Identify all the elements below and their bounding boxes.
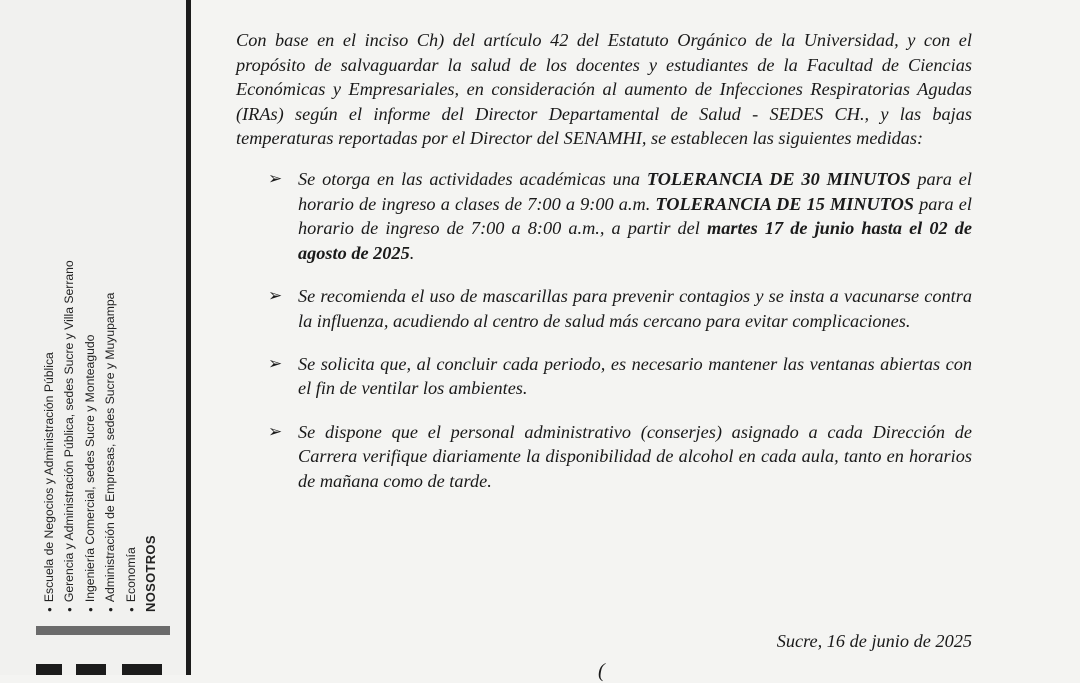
measure-text: Se otorga en las actividades académicas una bbox=[298, 168, 647, 189]
measure-text: Se recomienda el uso de mascarillas para prevenir contagios y se insta a vacunarse contra la influenza, acudiendo al centro de salud más cercano para evitar complicaciones. bbox=[298, 285, 972, 331]
sidebar-list bbox=[40, 172, 160, 612]
measure-item bbox=[236, 167, 972, 265]
document-body bbox=[236, 28, 972, 512]
sidebar-divider-bar bbox=[36, 626, 170, 635]
sidebar-item: ● Escuela de Negocios y Administración Pública bbox=[40, 172, 60, 612]
arrow-bullet-icon: ➢ bbox=[268, 285, 283, 306]
measures-list bbox=[236, 167, 972, 493]
logo-fragment bbox=[36, 664, 176, 675]
sidebar-item: ● Ingeniería Comercial, sedes Sucre y Monteagudo bbox=[81, 172, 101, 612]
sidebar-item: ● Economía bbox=[122, 172, 142, 612]
document-date: Sucre, 16 de junio de 2025 bbox=[776, 631, 972, 651]
sidebar-item: ● Administración de Empresas, sedes Sucre y Muyupampa bbox=[101, 172, 121, 612]
arrow-bullet-icon: ➢ bbox=[268, 168, 283, 189]
measure-bold: TOLERANCIA DE 30 MINUTOS bbox=[646, 168, 911, 189]
arrow-bullet-icon: ➢ bbox=[268, 353, 283, 374]
sidebar bbox=[0, 0, 188, 675]
arrow-bullet-icon: ➢ bbox=[268, 421, 283, 442]
sidebar-title: NOSOTROS bbox=[143, 535, 159, 612]
vertical-divider bbox=[186, 0, 191, 675]
sidebar-item: ● Gerencia y Administración Pública, sedes Sucre y Villa Serrano bbox=[60, 172, 80, 612]
measure-item bbox=[236, 284, 972, 333]
measure-text: Se solicita que, al concluir cada periodo, es necesario mantener las ventanas abiertas con el fin de ventilar los ambientes. bbox=[298, 353, 972, 399]
measure-item bbox=[236, 420, 972, 494]
measure-bold: TOLERANCIA DE 15 MINUTOS bbox=[655, 193, 914, 214]
measure-text: Se dispone que el personal administrativo (conserjes) asignado a cada Dirección de Carrera verifique diariamente la disponibilidad de alcohol en cada aula, tanto en horarios de mañana como de tarde. bbox=[298, 421, 972, 491]
signature-mark-icon: ( bbox=[598, 660, 605, 682]
measure-text: para el horario de ingreso de 7:00 a 8:00 a.m., a partir del bbox=[298, 193, 972, 239]
intro-paragraph: Con base en el inciso Ch) del artículo 42 del Estatuto Orgánico de la Universidad, y con el propósito de salvaguardar la salud de los docentes y estudiantes de la Facultad de Ciencias Económicas y Empresariales, en consideración al aumento de Infecciones Respiratorias Agudas (IRAs) según el informe del Director Departamental de Salud - SEDES CH., y las bajas temperaturas reportadas por el Director del SENAMHI, se establecen las siguientes medidas: bbox=[236, 30, 972, 149]
measure-item bbox=[236, 352, 972, 401]
measure-bold: martes 17 de junio hasta el 02 de agosto de 2025 bbox=[298, 218, 972, 263]
measure-text: . bbox=[409, 242, 415, 263]
measure-text: para el horario de ingreso a clases de 7:00 a 9:00 a.m. bbox=[298, 168, 972, 214]
